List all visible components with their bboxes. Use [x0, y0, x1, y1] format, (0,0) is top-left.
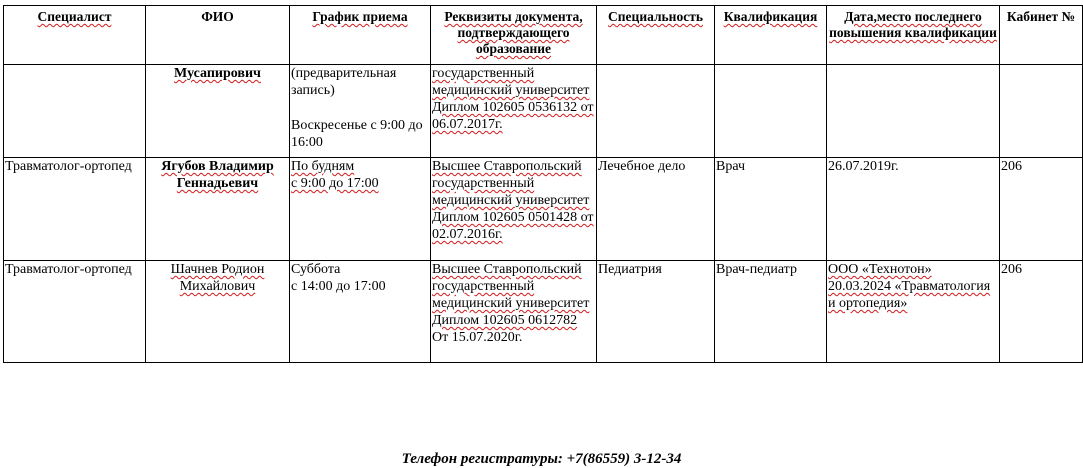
cell-training	[827, 65, 1000, 158]
schedule-line: Воскресенье с 9:00 до 16:00	[291, 118, 423, 150]
cell-specialist: Травматолог-ортопед	[4, 158, 146, 261]
schedule-line: По будням	[291, 159, 355, 174]
column-header-training: Дата,место последнего повышения квалификации	[827, 6, 1000, 65]
column-header-cabinet: Кабинет №	[1000, 6, 1083, 65]
column-header-specialist: Специалист	[4, 6, 146, 65]
schedule-line: с 9:00 до 17:00	[291, 176, 379, 191]
column-header-schedule: График приема	[290, 6, 431, 65]
cell-training: 26.07.2019г.	[827, 158, 1000, 261]
cell-document	[431, 261, 597, 363]
cell-schedule	[290, 261, 431, 363]
registry-phone: Телефон регистратуры: +7(86559) 3-12-34	[401, 451, 682, 467]
column-header-qualification: Квалификация	[715, 6, 827, 65]
cell-qualification: Врач-педиатр	[715, 261, 827, 363]
cell-document: государственный медицинский университет Диплом 102605 0536132 от 06.07.2017г.	[431, 65, 597, 158]
schedule-line: с 14:00 до 17:00	[291, 279, 386, 294]
column-header-document: Реквизиты документа, подтверждающего образование	[431, 6, 597, 65]
schedule-line: (предварительная запись)	[291, 66, 397, 98]
cell-cabinet: 206	[1000, 158, 1083, 261]
document-line: Высшее Ставропольский государственный медицинский университет Диплом 102605 0612782	[432, 262, 590, 328]
cell-specialist	[4, 65, 146, 158]
cell-qualification: Врач	[715, 158, 827, 261]
column-header-specialty: Специальность	[597, 6, 715, 65]
table-row	[4, 65, 1083, 158]
table-row	[4, 261, 1083, 363]
cell-schedule	[290, 65, 431, 158]
cell-training: ООО «Технотон» 20.03.2024 «Травматология и ортопедия»	[827, 261, 1000, 363]
cell-document: Высшее Ставропольский государственный медицинский университет Диплом 102605 0501428 от 02.07.2016г.	[431, 158, 597, 261]
cell-qualification	[715, 65, 827, 158]
schedule-line: Суббота	[291, 262, 341, 277]
cell-name: Шачнев Родион Михайлович	[146, 261, 290, 363]
cell-specialty	[597, 65, 715, 158]
document-line: От 15.07.2020г.	[432, 330, 523, 345]
cell-cabinet: 206	[1000, 261, 1083, 363]
table-row	[4, 158, 1083, 261]
cell-specialty: Лечебное дело	[597, 158, 715, 261]
cell-name: Мусапирович	[146, 65, 290, 158]
cell-specialist: Травматолог-ортопед	[4, 261, 146, 363]
cell-cabinet	[1000, 65, 1083, 158]
cell-schedule	[290, 158, 431, 261]
column-header-name: ФИО	[146, 6, 290, 65]
cell-specialty: Педиатрия	[597, 261, 715, 363]
cell-name: Ягубов Владимир Геннадьевич	[146, 158, 290, 261]
staff-table	[3, 5, 1083, 363]
table-header-row	[4, 6, 1083, 65]
